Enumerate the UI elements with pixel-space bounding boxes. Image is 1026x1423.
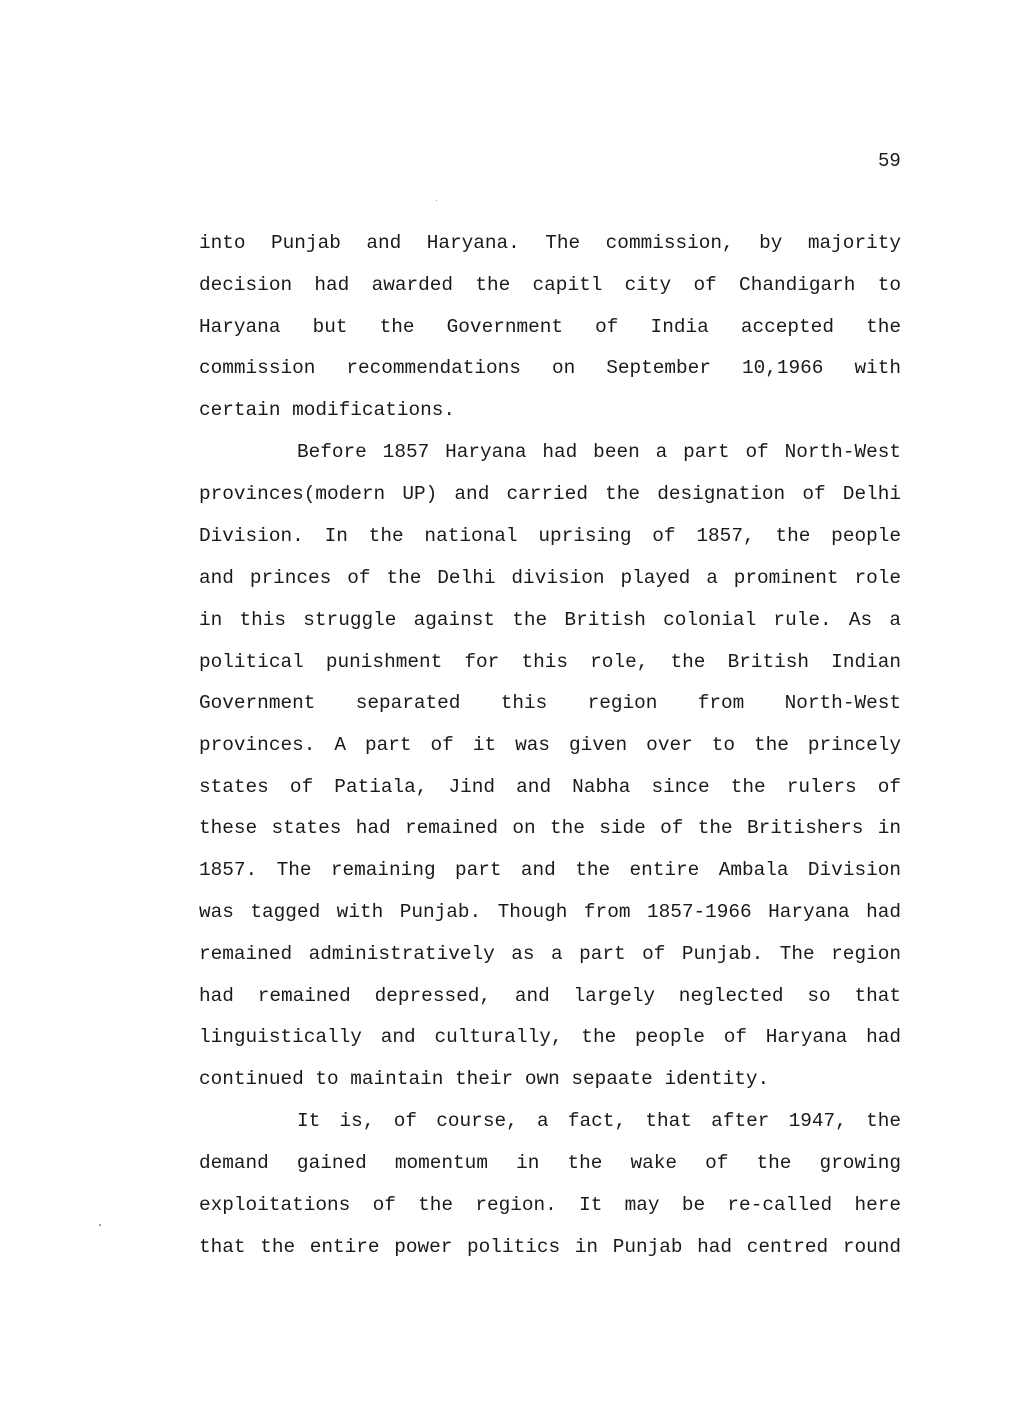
text-line: provinces(modern UP) and carried the designation of Delhi xyxy=(199,483,901,505)
text-line: states of Patiala, Jind and Nabha since the rulers of xyxy=(199,776,901,798)
text-line: into Punjab and Haryana. The commission, by majority xyxy=(199,232,901,254)
text-line: political punishment for this role, the British Indian xyxy=(199,651,901,673)
text-line: decision had awarded the capitl city of Chandigarh to xyxy=(199,274,901,296)
text-line: and princes of the Delhi division played a prominent role xyxy=(199,567,901,589)
text-line: commission recommendations on September 10,1966 with xyxy=(199,357,901,379)
text-line: remained administratively as a part of Punjab. The region xyxy=(199,943,901,965)
text-line: these states had remained on the side of the Britishers in xyxy=(199,817,901,839)
text-line: provinces. A part of it was given over to the princely xyxy=(199,734,901,756)
text-line: was tagged with Punjab. Though from 1857-1966 Haryana had xyxy=(199,901,901,923)
text-line: had remained depressed, and largely neglected so that xyxy=(199,985,901,1007)
text-line: that the entire power politics in Punjab had centred round xyxy=(199,1236,901,1258)
text-line: linguistically and culturally, the people of Haryana had xyxy=(199,1026,901,1048)
text-line: demand gained momentum in the wake of the growing xyxy=(199,1152,901,1174)
text-line: exploitations of the region. It may be re-called here xyxy=(199,1194,901,1216)
text-line: Before 1857 Haryana had been a part of North-West xyxy=(297,441,901,463)
text-line: Division. In the national uprising of 1857, the people xyxy=(199,525,901,547)
page-number: 59 xyxy=(878,150,901,172)
text-line: certain modifications. xyxy=(199,399,455,421)
scan-speck xyxy=(99,1224,101,1226)
text-line: 1857. The remaining part and the entire Ambala Division xyxy=(199,859,901,881)
text-line: It is, of course, a fact, that after 1947, the xyxy=(297,1110,901,1132)
text-line: continued to maintain their own sepaate identity. xyxy=(199,1068,770,1090)
text-line: Government separated this region from North-West xyxy=(199,692,901,714)
scan-speck xyxy=(436,200,437,201)
text-line: Haryana but the Government of India accepted the xyxy=(199,316,901,338)
text-line: in this struggle against the British colonial rule. As a xyxy=(199,609,901,631)
